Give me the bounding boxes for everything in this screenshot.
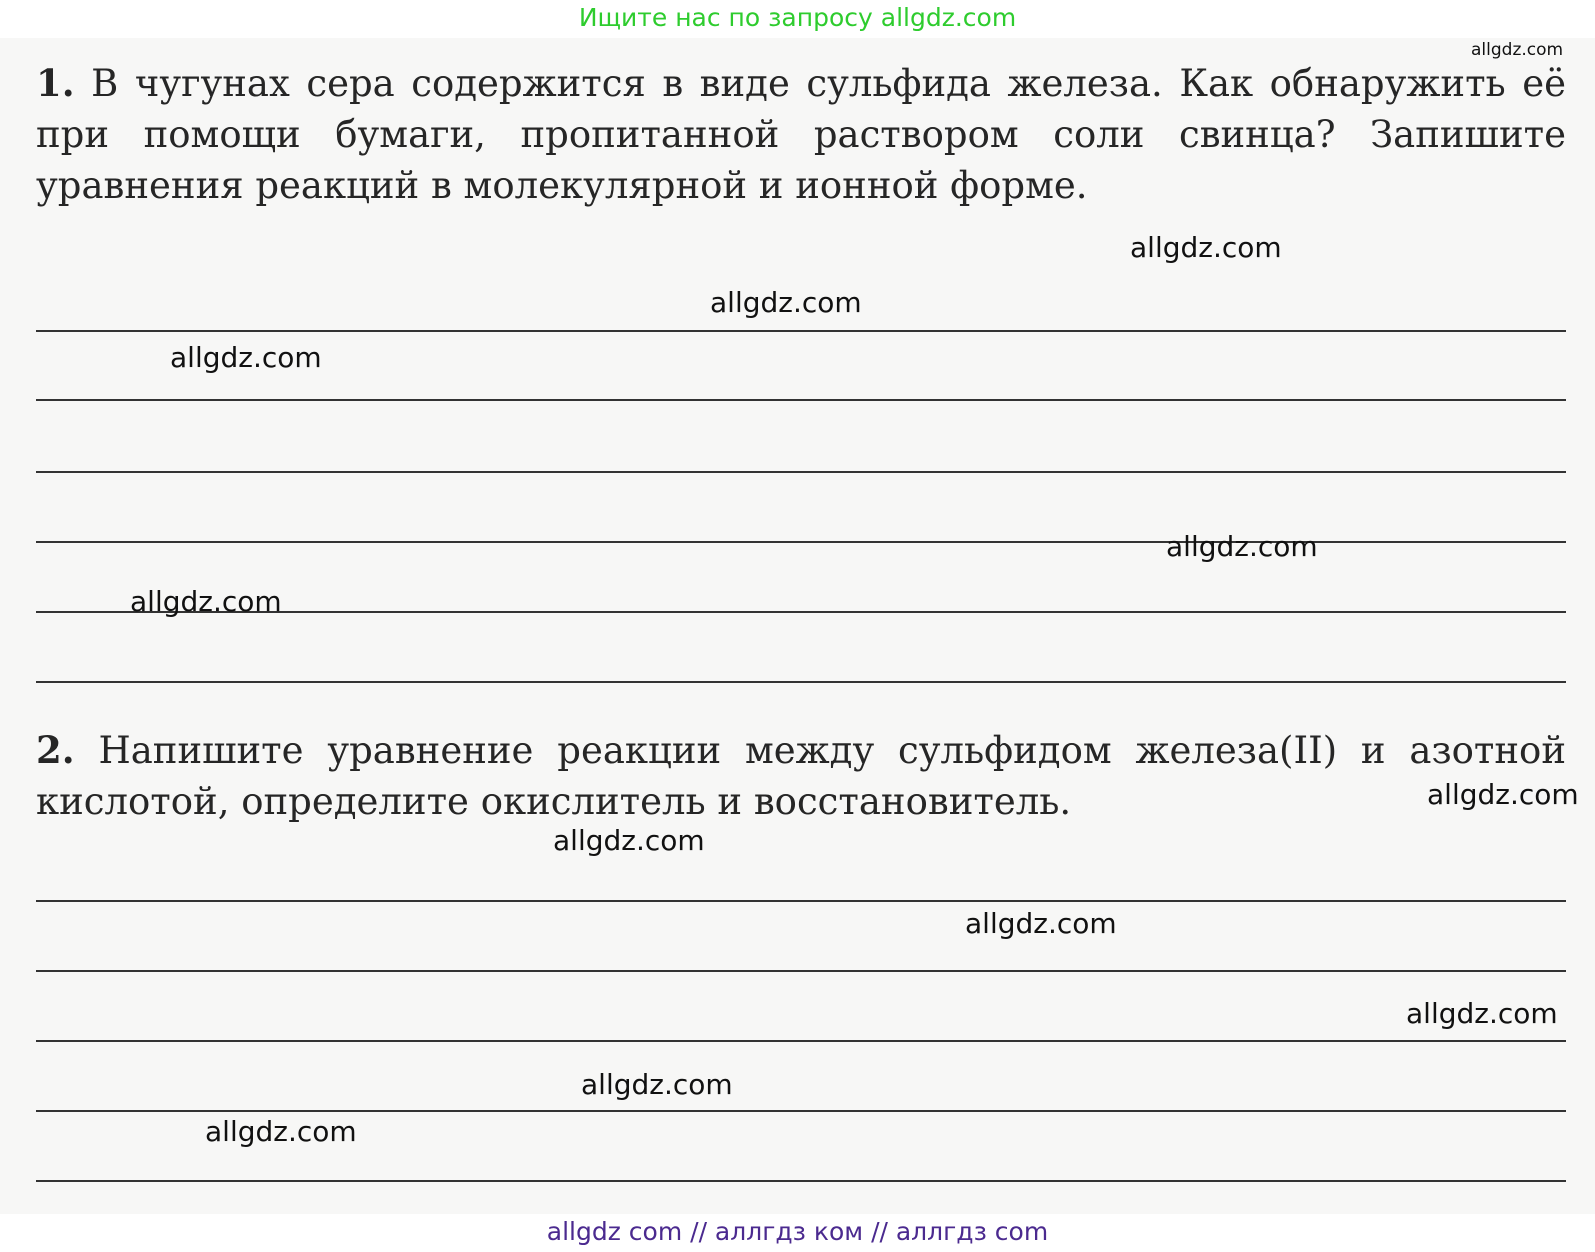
watermark: allgdz.com xyxy=(1130,231,1282,264)
watermark-corner: allgdz.com xyxy=(1471,40,1564,60)
task-2-number: 2. xyxy=(36,728,75,772)
watermark: allgdz.com xyxy=(170,341,322,374)
answer-line[interactable] xyxy=(36,1180,1566,1182)
watermark: allgdz.com xyxy=(205,1115,357,1148)
task-1-number: 1. xyxy=(36,61,75,105)
answer-line[interactable] xyxy=(36,1110,1566,1112)
watermark: allgdz.com xyxy=(581,1068,733,1101)
watermark: allgdz.com xyxy=(710,286,862,319)
task-2 xyxy=(36,725,1566,827)
answer-line[interactable] xyxy=(36,681,1566,683)
task-1 xyxy=(36,58,1566,211)
watermark: allgdz.com xyxy=(130,585,282,618)
answer-line[interactable] xyxy=(36,1040,1566,1042)
watermark: allgdz.com xyxy=(1406,997,1558,1030)
answer-line[interactable] xyxy=(36,900,1566,902)
watermark: allgdz.com xyxy=(1166,530,1318,563)
task-1-text: В чугунах сера содержится в виде сульфида железа. Как обнаружить её при помощи бумаги, пропитанной раствором соли свинца? Запишите уравнения реакций в молекулярной и ионной форме. xyxy=(36,62,1566,207)
answer-line[interactable] xyxy=(36,399,1566,401)
watermark: allgdz.com xyxy=(965,907,1117,940)
bottom-banner: allgdz com // аллгдз ком // аллгдз com xyxy=(0,1214,1595,1252)
watermark: allgdz.com xyxy=(1427,778,1579,811)
answer-line[interactable] xyxy=(36,330,1566,332)
answer-line[interactable] xyxy=(36,970,1566,972)
workbook-page xyxy=(0,38,1595,1214)
task-2-text: Напишите уравнение реакции между сульфидом железа(II) и азотной кислотой, определите окислитель и восстановитель. xyxy=(36,729,1566,823)
answer-line[interactable] xyxy=(36,471,1566,473)
answer-line[interactable] xyxy=(36,541,1566,543)
watermark: allgdz.com xyxy=(553,824,705,857)
top-banner: Ищите нас по запросу allgdz.com xyxy=(578,3,1017,32)
